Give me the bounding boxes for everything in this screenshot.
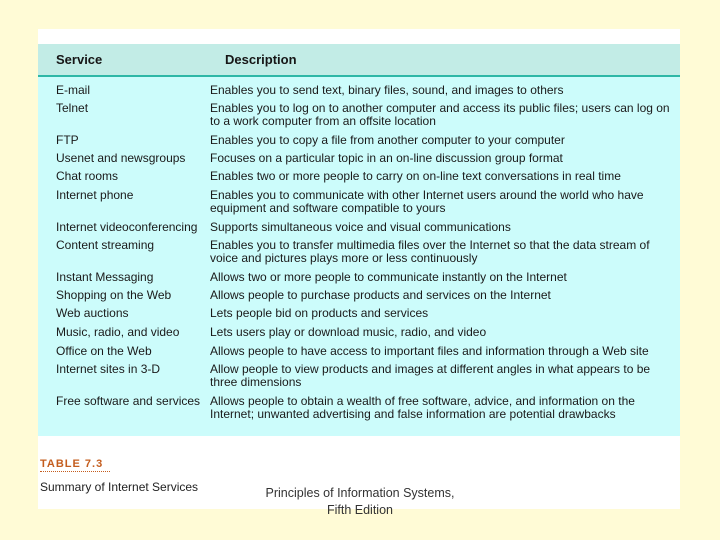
description-cell: Allows people to purchase products and services on the Internet — [210, 288, 551, 302]
table-number: TABLE 7.3 — [40, 458, 104, 470]
service-cell: Chat rooms — [56, 169, 119, 183]
description-cell: Lets people bid on products and services — [210, 306, 429, 320]
slide-footer — [250, 485, 470, 519]
description-cell: Lets users play or download music, radio, and video — [210, 325, 487, 339]
description-cell: Enables you to transfer multimedia files over the Internet so that the data stream of voice and pictures plays more or less continuously — [210, 238, 650, 265]
description-cell: Allows two or more people to communicate instantly on the Internet — [210, 270, 567, 284]
service-cell: FTP — [56, 133, 79, 147]
header-description: Description — [225, 52, 297, 67]
service-cell: Usenet and newsgroups — [56, 151, 186, 165]
footer-line-2: Fifth Edition — [326, 503, 393, 517]
description-cell: Enables you to copy a file from another computer to your computer — [210, 133, 565, 147]
service-cell: Office on the Web — [56, 344, 152, 358]
footer-line-1: Principles of Information Systems, — [265, 486, 455, 500]
service-cell: Instant Messaging — [56, 270, 154, 284]
description-cell: Allow people to view products and images at different angles in what appears to be three dimensions — [210, 362, 651, 389]
service-cell: Music, radio, and video — [56, 325, 180, 339]
description-cell: Focuses on a particular topic in an on-line discussion group format — [210, 151, 563, 165]
description-cell: Enables two or more people to carry on on-line text conversations in real time — [210, 169, 621, 183]
description-cell: Enables you to communicate with other Internet users around the world who have equipment and software compatible to yours — [210, 188, 644, 215]
description-cell: Supports simultaneous voice and visual communications — [210, 220, 511, 234]
description-cell: Enables you to send text, binary files, sound, and images to others — [210, 83, 564, 97]
service-cell: Web auctions — [56, 306, 129, 320]
description-cell: Enables you to log on to another computer and access its public files; users can log on to a work computer from an offsite location — [210, 101, 670, 128]
service-cell: Free software and services — [56, 394, 201, 408]
service-cell: Telnet — [56, 101, 89, 115]
service-cell: Shopping on the Web — [56, 288, 172, 302]
service-cell: Internet sites in 3-D — [56, 362, 161, 376]
service-cell: E-mail — [56, 83, 91, 97]
service-cell: Internet videoconferencing — [56, 220, 198, 234]
table-caption: Summary of Internet Services — [40, 480, 199, 494]
description-cell: Allows people to obtain a wealth of free software, advice, and information on the Internet; unwanted advertising and false information are potential drawbacks — [210, 394, 635, 421]
caption-divider — [40, 471, 110, 472]
service-cell: Internet phone — [56, 188, 134, 202]
description-cell: Allows people to have access to important files and information through a Web site — [210, 344, 649, 358]
header-service: Service — [56, 52, 103, 67]
service-cell: Content streaming — [56, 238, 155, 252]
table-header — [38, 44, 680, 77]
